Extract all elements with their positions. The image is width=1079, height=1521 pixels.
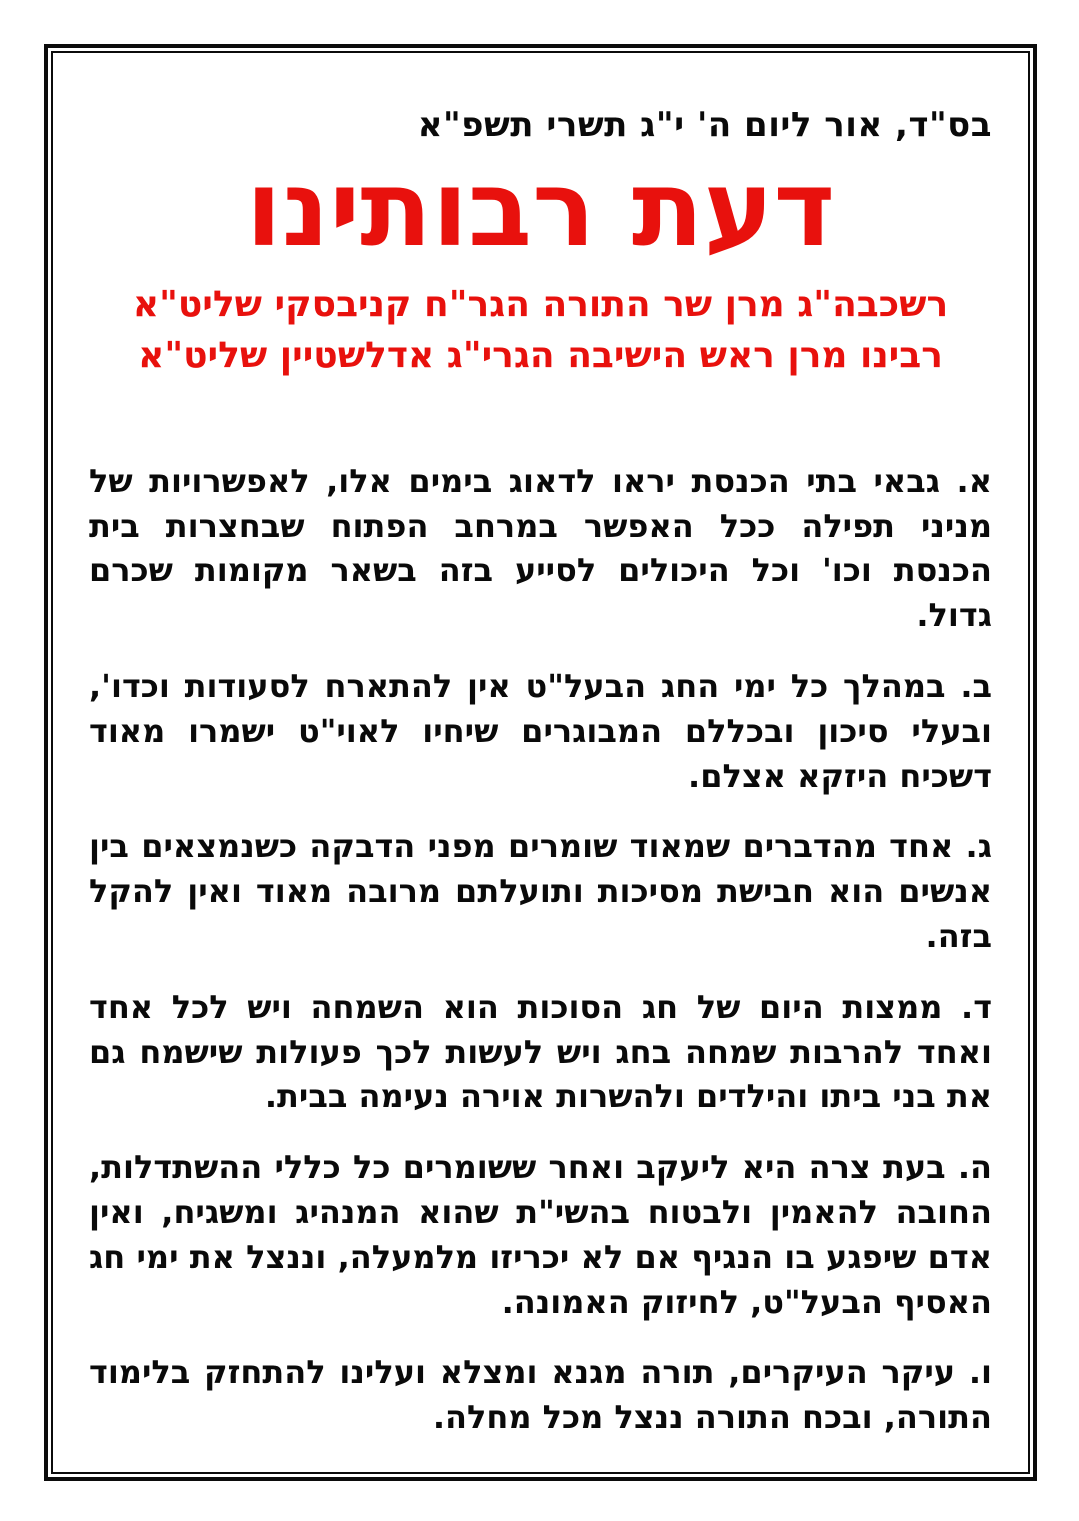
subtitle-block bbox=[89, 279, 992, 381]
hebrew-date-line: בס"ד, אור ליום ה' י"ג תשרי תשפ"א bbox=[417, 105, 992, 145]
page-title: דעת רבותינו bbox=[245, 148, 836, 270]
paragraph-aleph: א. גבאי בתי הכנסת יראו לדאוג בימים אלו, לאפשרויות של מניני תפילה ככל האפשר במרחב הפתוח שבחצרות בית הכנסת וכו' וכל היכולים לסייע בזה בשאר מקומות שכרם גדול. bbox=[89, 461, 992, 635]
paragraph-he: ה. בעת צרה היא ליעקב ואחר ששומרים כל כללי ההשתדלות, החובה להאמין ולבטוח בהשי"ת שהוא המנהיג ומשגיח, ואין אדם שיפגע בו הנגיף אם לא יכריזו מלמעלה, וננצל את ימי חג האסיף הבעל"ט, לחיזוק האמונה. bbox=[89, 1148, 992, 1321]
document-content-area bbox=[51, 51, 1030, 1474]
paragraph-list bbox=[89, 459, 992, 1440]
paragraph-gimel: ג. אחד מהדברים שמאוד שומרים מפני הדבקה כשנמצאים בין אנשים הוא חבישת מסיכות ותועלתם מרובה מאוד ואין להקל בזה. bbox=[89, 827, 992, 955]
subtitle-line-rav-edelstein: רבינו מרן ראש הישיבה הגרי"ג אדלשטיין שליט"א bbox=[138, 334, 943, 376]
subtitle-line-rav-kanievsky: רשכבה"ג מרן שר התורה הגר"ח קניבסקי שליט"א bbox=[132, 283, 949, 325]
paragraph-dalet: ד. ממצות היום של חג הסוכות הוא השמחה ויש לכל אחד ואחד להרבות שמחה בחג ויש לעשות לכך פעולות שישמח גם את בני ביתו והילדים ולהשרות אוירה נעימה בבית. bbox=[89, 987, 992, 1116]
document-border-frame bbox=[44, 44, 1037, 1481]
paragraph-bet: ב. במהלך כל ימי החג הבעל"ט אין להתארח לסעודות וכדו', ובעלי סיכון ובכללם המבוגרים שיחיו לאוי"ט ישמרו מאוד דשכיח היזקא אצלם. bbox=[89, 667, 992, 795]
paragraph-vav: ו. עיקר העיקרים, תורה מגנא ומצלא ועלינו להתחזק בלימוד התורה, ובכח התורה ננצל מכל מחלה. bbox=[89, 1353, 992, 1437]
